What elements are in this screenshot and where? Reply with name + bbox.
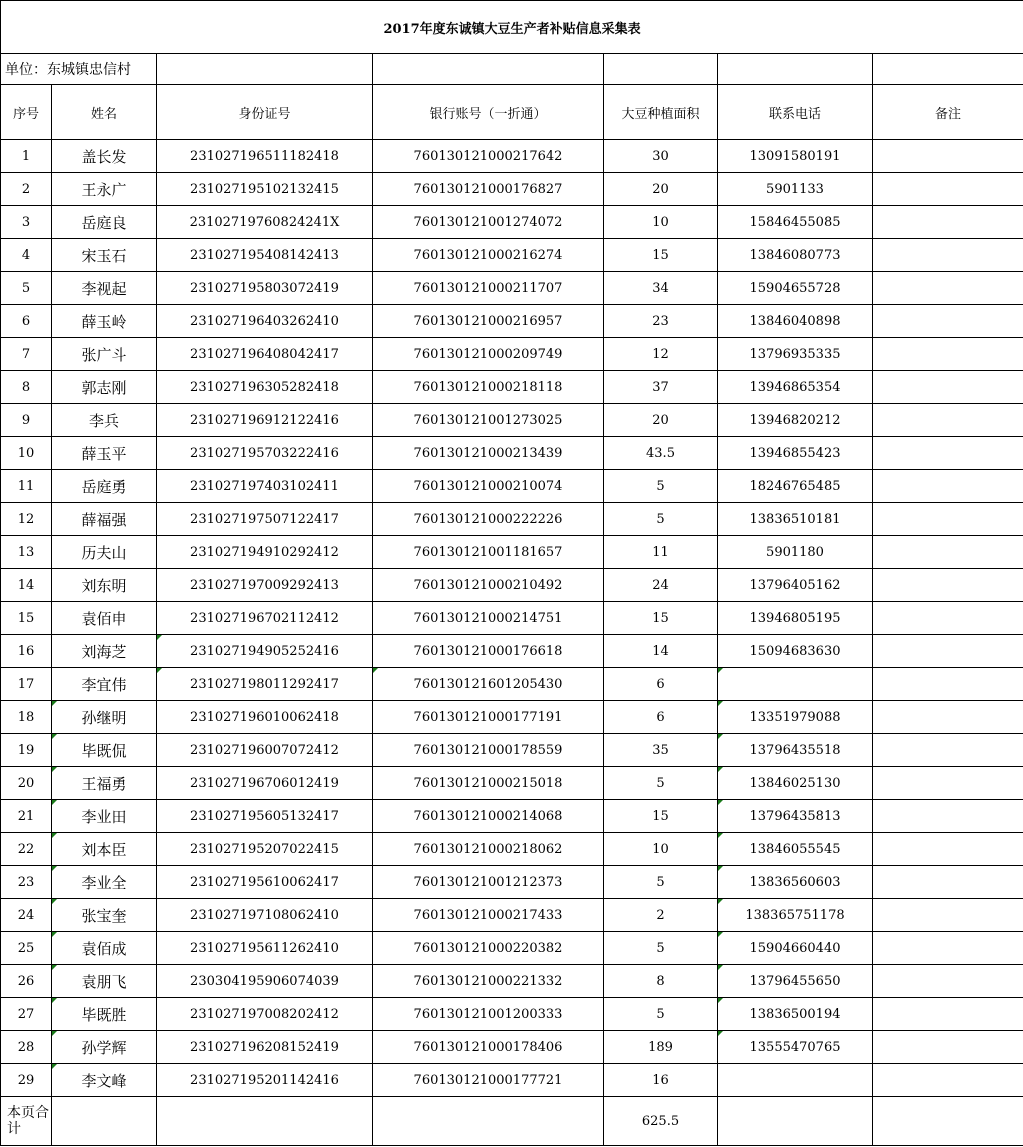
cell-note bbox=[873, 470, 1023, 503]
cell-area: 37 bbox=[604, 371, 718, 404]
total-empty-cell bbox=[873, 1097, 1023, 1146]
table-row bbox=[1, 305, 1023, 338]
cell-note bbox=[873, 932, 1023, 965]
cell-note bbox=[873, 173, 1023, 206]
unit-row bbox=[1, 54, 1023, 85]
cell-no: 17 bbox=[1, 668, 52, 701]
cell-id: 231027196702112412 bbox=[157, 602, 373, 635]
cell-area: 8 bbox=[604, 965, 718, 998]
cell-account: 760130121000176827 bbox=[373, 173, 604, 206]
cell-area: 24 bbox=[604, 569, 718, 602]
cell-id: 231027196706012419 bbox=[157, 767, 373, 800]
cell-phone: 138365751178 bbox=[718, 899, 873, 932]
cell-account: 760130121000215018 bbox=[373, 767, 604, 800]
cell-name: 薛玉平 bbox=[52, 437, 157, 470]
table-row bbox=[1, 965, 1023, 998]
cell-phone: 15846455085 bbox=[718, 206, 873, 239]
cell-note bbox=[873, 371, 1023, 404]
cell-account: 760130121000177721 bbox=[373, 1064, 604, 1097]
cell-name: 王永广 bbox=[52, 173, 157, 206]
cell-area: 10 bbox=[604, 833, 718, 866]
cell-name: 刘东明 bbox=[52, 569, 157, 602]
cell-id: 231027195610062417 bbox=[157, 866, 373, 899]
cell-note bbox=[873, 437, 1023, 470]
cell-account: 760130121000216274 bbox=[373, 239, 604, 272]
cell-no: 13 bbox=[1, 536, 52, 569]
cell-phone: 13836510181 bbox=[718, 503, 873, 536]
cell-id: 231027196912122416 bbox=[157, 404, 373, 437]
cell-area: 5 bbox=[604, 932, 718, 965]
cell-area: 30 bbox=[604, 140, 718, 173]
cell-note bbox=[873, 569, 1023, 602]
unit-empty-cell bbox=[718, 54, 873, 85]
cell-name: 李宜伟 bbox=[52, 668, 157, 701]
cell-no: 18 bbox=[1, 701, 52, 734]
table-row bbox=[1, 734, 1023, 767]
cell-area: 6 bbox=[604, 668, 718, 701]
cell-no: 11 bbox=[1, 470, 52, 503]
cell-name: 李业全 bbox=[52, 866, 157, 899]
cell-account: 760130121001212373 bbox=[373, 866, 604, 899]
table-row bbox=[1, 833, 1023, 866]
cell-account: 760130121000214068 bbox=[373, 800, 604, 833]
cell-id: 230304195906074039 bbox=[157, 965, 373, 998]
cell-id: 231027196305282418 bbox=[157, 371, 373, 404]
cell-name: 张广斗 bbox=[52, 338, 157, 371]
cell-id: 231027196403262410 bbox=[157, 305, 373, 338]
cell-area: 43.5 bbox=[604, 437, 718, 470]
cell-note bbox=[873, 404, 1023, 437]
cell-name: 袁朋飞 bbox=[52, 965, 157, 998]
header-id: 身份证号 bbox=[157, 85, 373, 140]
cell-no: 22 bbox=[1, 833, 52, 866]
cell-area: 5 bbox=[604, 503, 718, 536]
table-row bbox=[1, 404, 1023, 437]
cell-no: 16 bbox=[1, 635, 52, 668]
cell-name: 刘本臣 bbox=[52, 833, 157, 866]
cell-note bbox=[873, 833, 1023, 866]
cell-id: 231027195703222416 bbox=[157, 437, 373, 470]
cell-note bbox=[873, 767, 1023, 800]
cell-phone: 5901133 bbox=[718, 173, 873, 206]
cell-name: 宋玉石 bbox=[52, 239, 157, 272]
cell-name: 薛福强 bbox=[52, 503, 157, 536]
cell-no: 9 bbox=[1, 404, 52, 437]
cell-name: 岳庭良 bbox=[52, 206, 157, 239]
cell-id: 231027196511182418 bbox=[157, 140, 373, 173]
cell-id: 231027197403102411 bbox=[157, 470, 373, 503]
cell-name: 袁佰申 bbox=[52, 602, 157, 635]
cell-phone: 18246765485 bbox=[718, 470, 873, 503]
cell-area: 20 bbox=[604, 173, 718, 206]
cell-id: 231027195803072419 bbox=[157, 272, 373, 305]
cell-id: 231027195611262410 bbox=[157, 932, 373, 965]
cell-name: 王福勇 bbox=[52, 767, 157, 800]
cell-phone: 15094683630 bbox=[718, 635, 873, 668]
cell-no: 5 bbox=[1, 272, 52, 305]
cell-note bbox=[873, 536, 1023, 569]
table-row bbox=[1, 272, 1023, 305]
cell-note bbox=[873, 965, 1023, 998]
cell-no: 24 bbox=[1, 899, 52, 932]
cell-phone: 13946855423 bbox=[718, 437, 873, 470]
cell-note bbox=[873, 503, 1023, 536]
cell-account: 760130121000178406 bbox=[373, 1031, 604, 1064]
table-row bbox=[1, 536, 1023, 569]
cell-no: 27 bbox=[1, 998, 52, 1031]
cell-name: 盖长发 bbox=[52, 140, 157, 173]
cell-account: 760130121001200333 bbox=[373, 998, 604, 1031]
cell-account: 760130121000176618 bbox=[373, 635, 604, 668]
cell-account: 760130121601205430 bbox=[373, 668, 604, 701]
cell-area: 11 bbox=[604, 536, 718, 569]
cell-no: 10 bbox=[1, 437, 52, 470]
cell-account: 760130121000220382 bbox=[373, 932, 604, 965]
cell-area: 5 bbox=[604, 767, 718, 800]
cell-name: 孙继明 bbox=[52, 701, 157, 734]
total-empty-cell bbox=[718, 1097, 873, 1146]
cell-name: 李兵 bbox=[52, 404, 157, 437]
cell-name: 张宝奎 bbox=[52, 899, 157, 932]
cell-note bbox=[873, 701, 1023, 734]
cell-area: 189 bbox=[604, 1031, 718, 1064]
cell-phone: 13846025130 bbox=[718, 767, 873, 800]
cell-no: 6 bbox=[1, 305, 52, 338]
cell-note bbox=[873, 140, 1023, 173]
cell-account: 760130121000222226 bbox=[373, 503, 604, 536]
table-row bbox=[1, 470, 1023, 503]
header-name: 姓名 bbox=[52, 85, 157, 140]
cell-no: 14 bbox=[1, 569, 52, 602]
cell-phone: 15904655728 bbox=[718, 272, 873, 305]
table-row bbox=[1, 173, 1023, 206]
table-row bbox=[1, 1064, 1023, 1097]
table-row bbox=[1, 239, 1023, 272]
cell-account: 760130121000217642 bbox=[373, 140, 604, 173]
cell-note bbox=[873, 800, 1023, 833]
cell-no: 23 bbox=[1, 866, 52, 899]
cell-no: 25 bbox=[1, 932, 52, 965]
cell-note bbox=[873, 899, 1023, 932]
cell-note bbox=[873, 635, 1023, 668]
header-account: 银行账号（一折通） bbox=[373, 85, 604, 140]
cell-phone: 13946865354 bbox=[718, 371, 873, 404]
cell-note bbox=[873, 1064, 1023, 1097]
cell-no: 29 bbox=[1, 1064, 52, 1097]
header-no: 序号 bbox=[1, 85, 52, 140]
cell-phone: 13946820212 bbox=[718, 404, 873, 437]
cell-note bbox=[873, 338, 1023, 371]
cell-phone: 13555470765 bbox=[718, 1031, 873, 1064]
total-empty-cell bbox=[52, 1097, 157, 1146]
cell-phone: 13351979088 bbox=[718, 701, 873, 734]
cell-account: 760130121000211707 bbox=[373, 272, 604, 305]
cell-note bbox=[873, 305, 1023, 338]
cell-phone: 13091580191 bbox=[718, 140, 873, 173]
cell-area: 5 bbox=[604, 470, 718, 503]
cell-phone: 13796435813 bbox=[718, 800, 873, 833]
cell-account: 760130121001273025 bbox=[373, 404, 604, 437]
cell-phone: 13796405162 bbox=[718, 569, 873, 602]
cell-name: 刘海芝 bbox=[52, 635, 157, 668]
cell-account: 760130121000216957 bbox=[373, 305, 604, 338]
cell-name: 毕既侃 bbox=[52, 734, 157, 767]
cell-account: 760130121001181657 bbox=[373, 536, 604, 569]
cell-account: 760130121000177191 bbox=[373, 701, 604, 734]
table-row bbox=[1, 206, 1023, 239]
table-row bbox=[1, 932, 1023, 965]
cell-area: 15 bbox=[604, 800, 718, 833]
cell-no: 7 bbox=[1, 338, 52, 371]
cell-id: 231027195408142413 bbox=[157, 239, 373, 272]
cell-name: 历夫山 bbox=[52, 536, 157, 569]
cell-area: 34 bbox=[604, 272, 718, 305]
cell-phone: 13946805195 bbox=[718, 602, 873, 635]
sheet-title: 2017年度东诚镇大豆生产者补贴信息采集表 bbox=[1, 1, 1023, 54]
cell-area: 16 bbox=[604, 1064, 718, 1097]
cell-area: 5 bbox=[604, 998, 718, 1031]
cell-phone: 15904660440 bbox=[718, 932, 873, 965]
title-row bbox=[1, 1, 1023, 54]
table-row bbox=[1, 602, 1023, 635]
cell-note bbox=[873, 206, 1023, 239]
table-row bbox=[1, 1031, 1023, 1064]
cell-phone: 5901180 bbox=[718, 536, 873, 569]
cell-id: 231027196208152419 bbox=[157, 1031, 373, 1064]
cell-note bbox=[873, 272, 1023, 305]
cell-no: 2 bbox=[1, 173, 52, 206]
cell-phone: 13796455650 bbox=[718, 965, 873, 998]
unit-empty-cell bbox=[604, 54, 718, 85]
cell-name: 李业田 bbox=[52, 800, 157, 833]
table-row bbox=[1, 503, 1023, 536]
cell-phone bbox=[718, 668, 873, 701]
cell-phone: 13796935335 bbox=[718, 338, 873, 371]
table-row bbox=[1, 800, 1023, 833]
total-empty-cell bbox=[157, 1097, 373, 1146]
cell-no: 19 bbox=[1, 734, 52, 767]
header-area: 大豆种植面积 bbox=[604, 85, 718, 140]
cell-area: 35 bbox=[604, 734, 718, 767]
cell-id: 231027194905252416 bbox=[157, 635, 373, 668]
table-row bbox=[1, 140, 1023, 173]
table-row bbox=[1, 569, 1023, 602]
cell-id: 231027197009292413 bbox=[157, 569, 373, 602]
header-row bbox=[1, 85, 1023, 140]
cell-id: 231027194910292412 bbox=[157, 536, 373, 569]
header-note: 备注 bbox=[873, 85, 1023, 140]
table-row bbox=[1, 899, 1023, 932]
cell-no: 21 bbox=[1, 800, 52, 833]
cell-name: 毕既胜 bbox=[52, 998, 157, 1031]
cell-area: 5 bbox=[604, 866, 718, 899]
cell-area: 2 bbox=[604, 899, 718, 932]
cell-id: 231027195102132415 bbox=[157, 173, 373, 206]
cell-note bbox=[873, 866, 1023, 899]
cell-area: 15 bbox=[604, 602, 718, 635]
cell-note bbox=[873, 1031, 1023, 1064]
cell-note bbox=[873, 734, 1023, 767]
unit-empty-cell bbox=[873, 54, 1023, 85]
cell-name: 岳庭勇 bbox=[52, 470, 157, 503]
cell-area: 23 bbox=[604, 305, 718, 338]
cell-id: 231027198011292417 bbox=[157, 668, 373, 701]
cell-name: 孙学辉 bbox=[52, 1031, 157, 1064]
cell-id: 23102719760824241X bbox=[157, 206, 373, 239]
cell-account: 760130121001274072 bbox=[373, 206, 604, 239]
cell-area: 6 bbox=[604, 701, 718, 734]
cell-no: 28 bbox=[1, 1031, 52, 1064]
cell-phone: 13846080773 bbox=[718, 239, 873, 272]
unit-empty-cell bbox=[373, 54, 604, 85]
cell-area: 14 bbox=[604, 635, 718, 668]
cell-no: 26 bbox=[1, 965, 52, 998]
cell-no: 15 bbox=[1, 602, 52, 635]
cell-no: 12 bbox=[1, 503, 52, 536]
cell-account: 760130121000218118 bbox=[373, 371, 604, 404]
cell-account: 760130121000218062 bbox=[373, 833, 604, 866]
cell-name: 郭志刚 bbox=[52, 371, 157, 404]
table-row bbox=[1, 866, 1023, 899]
table-row bbox=[1, 437, 1023, 470]
cell-area: 12 bbox=[604, 338, 718, 371]
cell-no: 8 bbox=[1, 371, 52, 404]
cell-area: 10 bbox=[604, 206, 718, 239]
cell-note bbox=[873, 668, 1023, 701]
cell-account: 760130121000209749 bbox=[373, 338, 604, 371]
cell-area: 15 bbox=[604, 239, 718, 272]
cell-name: 李视起 bbox=[52, 272, 157, 305]
cell-id: 231027195201142416 bbox=[157, 1064, 373, 1097]
cell-id: 231027197507122417 bbox=[157, 503, 373, 536]
cell-account: 760130121000210492 bbox=[373, 569, 604, 602]
table-row bbox=[1, 767, 1023, 800]
cell-no: 1 bbox=[1, 140, 52, 173]
cell-name: 薛玉岭 bbox=[52, 305, 157, 338]
table-row bbox=[1, 701, 1023, 734]
cell-account: 760130121000214751 bbox=[373, 602, 604, 635]
cell-note bbox=[873, 602, 1023, 635]
cell-phone: 13846055545 bbox=[718, 833, 873, 866]
table-row bbox=[1, 998, 1023, 1031]
table-row bbox=[1, 338, 1023, 371]
table-row bbox=[1, 668, 1023, 701]
cell-note bbox=[873, 998, 1023, 1031]
total-row bbox=[1, 1097, 1023, 1146]
cell-phone: 13836560603 bbox=[718, 866, 873, 899]
unit-label: 单位：东城镇忠信村 bbox=[1, 54, 157, 85]
table-row bbox=[1, 371, 1023, 404]
cell-account: 760130121000221332 bbox=[373, 965, 604, 998]
cell-no: 3 bbox=[1, 206, 52, 239]
cell-id: 231027197108062410 bbox=[157, 899, 373, 932]
cell-no: 20 bbox=[1, 767, 52, 800]
cell-no: 4 bbox=[1, 239, 52, 272]
cell-name: 袁佰成 bbox=[52, 932, 157, 965]
cell-id: 231027196007072412 bbox=[157, 734, 373, 767]
cell-account: 760130121000210074 bbox=[373, 470, 604, 503]
cell-area: 20 bbox=[604, 404, 718, 437]
cell-id: 231027196408042417 bbox=[157, 338, 373, 371]
cell-id: 231027197008202412 bbox=[157, 998, 373, 1031]
cell-phone bbox=[718, 1064, 873, 1097]
total-empty-cell bbox=[373, 1097, 604, 1146]
cell-phone: 13846040898 bbox=[718, 305, 873, 338]
cell-phone: 13796435518 bbox=[718, 734, 873, 767]
cell-id: 231027196010062418 bbox=[157, 701, 373, 734]
total-label: 本页合计 bbox=[1, 1097, 52, 1146]
cell-id: 231027195207022415 bbox=[157, 833, 373, 866]
cell-account: 760130121000178559 bbox=[373, 734, 604, 767]
cell-phone: 13836500194 bbox=[718, 998, 873, 1031]
cell-account: 760130121000217433 bbox=[373, 899, 604, 932]
total-area: 625.5 bbox=[604, 1097, 718, 1146]
table-row bbox=[1, 635, 1023, 668]
header-phone: 联系电话 bbox=[718, 85, 873, 140]
cell-note bbox=[873, 239, 1023, 272]
cell-id: 231027195605132417 bbox=[157, 800, 373, 833]
cell-account: 760130121000213439 bbox=[373, 437, 604, 470]
cell-name: 李文峰 bbox=[52, 1064, 157, 1097]
unit-empty-cell bbox=[157, 54, 373, 85]
